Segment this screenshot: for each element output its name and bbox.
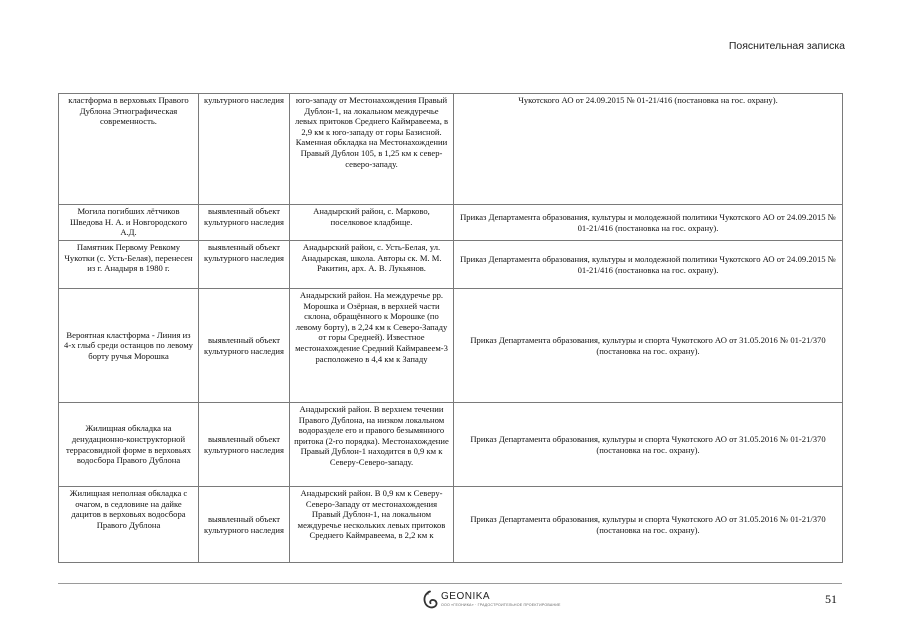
object-name-cell: Могила погибших лётчиков Шведова Н. А. и Новгородского А.Д. xyxy=(59,205,199,241)
object-location-cell: юго-западу от Местонахождения Правый Дублон-1, на локальном междуречье левых притоков Среднего Каймравеема, в 2,9 км к юго-западу от горы Базисной. Каменная обкладка на Местонахождении Правый Дублон 105, в 1,25 км к север-северо-западу. xyxy=(290,94,454,205)
legal-order-cell: Чукотского АО от 24.09.2015 № 01-21/416 (постановка на гос. охрану). xyxy=(454,94,843,205)
object-name-cell: кластформа в верховьях Правого Дублона Этнографическая современность. xyxy=(59,94,199,205)
table-row xyxy=(59,403,843,487)
object-location-cell: Анадырский район. В верхнем течении Правого Дублона, на низком локальном водоразделе его и правого безымянного притока (2-го порядка). Местонахождение Правый Дублон-1 находится в 0,9 км к Северу-Северо-западу. xyxy=(290,403,454,487)
object-name-cell: Памятник Первому Ревкому Чукотки (с. Усть-Белая), перенесен из г. Анадыря в 1980 г. xyxy=(59,241,199,289)
object-category-cell: выявленный объект культурного наследия xyxy=(199,487,290,563)
object-category-cell: культурного наследия xyxy=(199,94,290,205)
object-category-cell: выявленный объект культурного наследия xyxy=(199,241,290,289)
legal-order-cell: Приказ Департамента образования, культуры и молодежной политики Чукотского АО от 24.09.2015 № 01-21/416 (постановка на гос. охрану). xyxy=(454,205,843,241)
legal-order-cell: Приказ Департамента образования, культуры и спорта Чукотского АО от 31.05.2016 № 01-21/370 (постановка на гос. охрану). xyxy=(454,403,843,487)
object-location-cell: Анадырский район, с. Усть-Белая, ул. Анадырская, школа. Авторы ск. М. М. Ракитин, арх. А. В. Лукьянов. xyxy=(290,241,454,289)
object-category-cell: выявленный объект культурного наследия xyxy=(199,403,290,487)
page-number: 51 xyxy=(825,592,837,606)
object-name-cell: Жилищная обкладка на денудационно-конструкторной террасовидной форме в верховьях водосбора Правого Дублона xyxy=(59,403,199,487)
table-row xyxy=(59,94,843,205)
table-row xyxy=(59,487,843,563)
object-category-cell: выявленный объект культурного наследия xyxy=(199,289,290,403)
table-row xyxy=(59,241,843,289)
logo-wordmark: GEONIKA xyxy=(441,591,491,603)
heritage-objects-table xyxy=(58,93,843,563)
object-location-cell: Анадырский район. В 0,9 км к Северу-Северо-Западу от местонахождения Правый Дублон-1, на локальном междуречье нескольких левых притоков Среднего Каймравеема, в 2,2 км к xyxy=(290,487,454,563)
legal-order-cell: Приказ Департамента образования, культуры и молодежной политики Чукотского АО от 24.09.2015 № 01-21/416 (постановка на гос. охрану). xyxy=(454,241,843,289)
table-row xyxy=(59,205,843,241)
logo-subtitle: ООО «ГЕОНИКА» · ГРАДОСТРОИТЕЛЬНОЕ ПРОЕКТИРОВАНИЕ xyxy=(441,603,561,608)
legal-order-cell: Приказ Департамента образования, культуры и спорта Чукотского АО от 31.05.2016 № 01-21/370 (постановка на гос. охрану). xyxy=(454,289,843,403)
object-location-cell: Анадырский район. На междуречье рр. Морошка и Озёрная, в верхней части склона, обращённого к Морошке (по левому борту), в 2,24 км к Северо-Западу от горы Средней). Известное местонахождение Средний Каймравеем-3 расположено в 4,4 км к Западу xyxy=(290,289,454,403)
object-category-cell: выявленный объект культурного наследия xyxy=(199,205,290,241)
document-header-title: Пояснительная записка xyxy=(728,40,845,52)
object-location-cell: Анадырский район, с. Марково, поселковое кладбище. xyxy=(290,205,454,241)
object-name-cell: Вероятная кластформа - Линия из 4-х глыб среди останцов по левому борту ручья Морошка xyxy=(59,289,199,403)
legal-order-cell: Приказ Департамента образования, культуры и спорта Чукотского АО от 31.05.2016 № 01-21/370 (постановка на гос. охрану). xyxy=(454,487,843,563)
geonika-swirl-icon xyxy=(422,590,438,610)
table-row xyxy=(59,289,843,403)
geonika-logo xyxy=(422,589,561,611)
object-name-cell: Жилищная неполная обкладка с очагом, в седловине на дайке дацитов в верховьях водосбора Правого Дублона xyxy=(59,487,199,563)
footer-divider xyxy=(58,583,842,584)
